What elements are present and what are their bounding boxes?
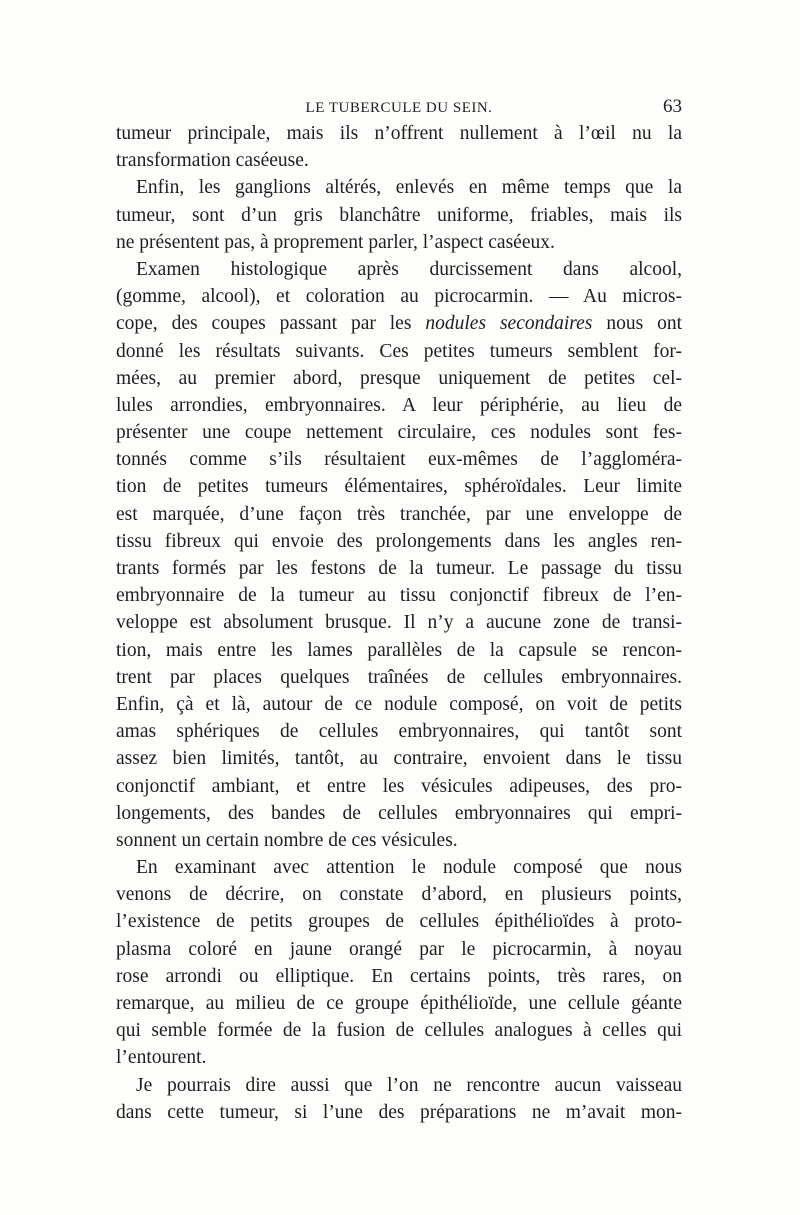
text-line: remarque, au milieu de ce groupe épithélioïde, une cellule géante — [116, 993, 682, 1014]
text-line: tonnés comme s’ils résultaient eux-mêmes de l’aggloméra- — [116, 449, 682, 471]
running-head-title: LE TUBERCULE DU SEIN. — [305, 100, 493, 116]
text-line: amas sphériques de cellules embryonnaires, qui tantôt sont — [116, 721, 682, 743]
text-line: l’existence de petits groupes de cellules épithélioïdes à proto- — [116, 911, 682, 933]
text-line: tissu fibreux qui envoie des prolongements dans les angles ren- — [116, 530, 682, 552]
text-segment: cope, des coupes passant par les — [116, 313, 412, 335]
page-number: 63 — [663, 96, 682, 117]
text-line: donné les résultats suivants. Ces petites tumeurs semblent for- — [116, 340, 682, 362]
text-line: embryonnaire de la tumeur au tissu conjonctif fibreux de l’en- — [116, 585, 682, 607]
running-head — [116, 96, 682, 120]
text-line: ne présentent pas, à proprement parler, l’aspect caséeux. — [116, 231, 555, 253]
text-line: conjonctif ambiant, et entre les vésicules adipeuses, des pro- — [116, 775, 682, 797]
italic-term: nodules secondaires — [425, 313, 593, 335]
paragraph-start-line: En examinant avec attention le nodule composé que nous — [136, 857, 682, 879]
text-line: venons de décrire, on constate d’abord, en plusieurs points, — [116, 884, 682, 906]
text-line: présenter une coupe nettement circulaire, ces nodules sont fes- — [116, 422, 682, 444]
text-line: veloppe est absolument brusque. Il n’y a aucune zone de transi- — [116, 612, 682, 634]
text-line: rose arrondi ou elliptique. En certains points, très rares, on — [116, 965, 682, 987]
text-line: dans cette tumeur, si l’une des préparations ne m’avait mon- — [116, 1101, 682, 1123]
text-line: plasma coloré en jaune orangé par le picrocarmin, à noyau — [116, 938, 682, 960]
text-line: est marquée, d’une façon très tranchée, par une enveloppe de — [116, 503, 682, 525]
text-line: tumeur principale, mais ils n’offrent nullement à l’œil nu la — [116, 123, 682, 144]
text-line: longements, des bandes de cellules embryonnaires qui empri- — [116, 802, 682, 824]
text-line: lules arrondies, embryonnaires. A leur périphérie, au lieu de — [116, 394, 682, 416]
text-line: tion, mais entre les lames parallèles de la capsule se rencon- — [116, 639, 682, 661]
text-line: assez bien limités, tantôt, au contraire, envoient dans le tissu — [116, 748, 682, 770]
body-text — [116, 120, 682, 1126]
paragraph-start-line: Enfin, les ganglions altérés, enlevés en même temps que la — [136, 177, 682, 199]
text-line: tion de petites tumeurs élémentaires, sphéroïdales. Leur limite — [116, 476, 682, 498]
text-line: transformation caséeuse. — [116, 150, 309, 172]
text-line: trent par places quelques traînées de cellules embryonnaires. — [116, 666, 682, 688]
text-line-with-italic — [116, 310, 682, 337]
paragraph-start-line: Je pourrais dire aussi que l’on ne rencontre aucun vaisseau — [136, 1074, 682, 1096]
text-line: l’entourent. — [116, 1047, 207, 1069]
text-line: Enfin, çà et là, autour de ce nodule composé, on voit de petits — [116, 693, 682, 715]
text-segment: nous ont — [606, 313, 683, 335]
text-line: tumeur, sont d’un gris blanchâtre uniforme, friables, mais ils — [116, 204, 682, 226]
text-line: (gomme, alcool), et coloration au picrocarmin. — Au micros- — [116, 286, 682, 308]
text-line: mées, au premier abord, presque uniquement de petites cel- — [116, 367, 682, 389]
text-line: sonnent un certain nombre de ces vésicules. — [116, 829, 458, 851]
text-line: qui semble formée de la fusion de cellules analogues à celles qui — [116, 1020, 682, 1042]
paragraph-start-line: Examen histologique après durcissement dans alcool, — [136, 258, 682, 280]
text-line: trants formés par les festons de la tumeur. Le passage du tissu — [116, 558, 682, 579]
